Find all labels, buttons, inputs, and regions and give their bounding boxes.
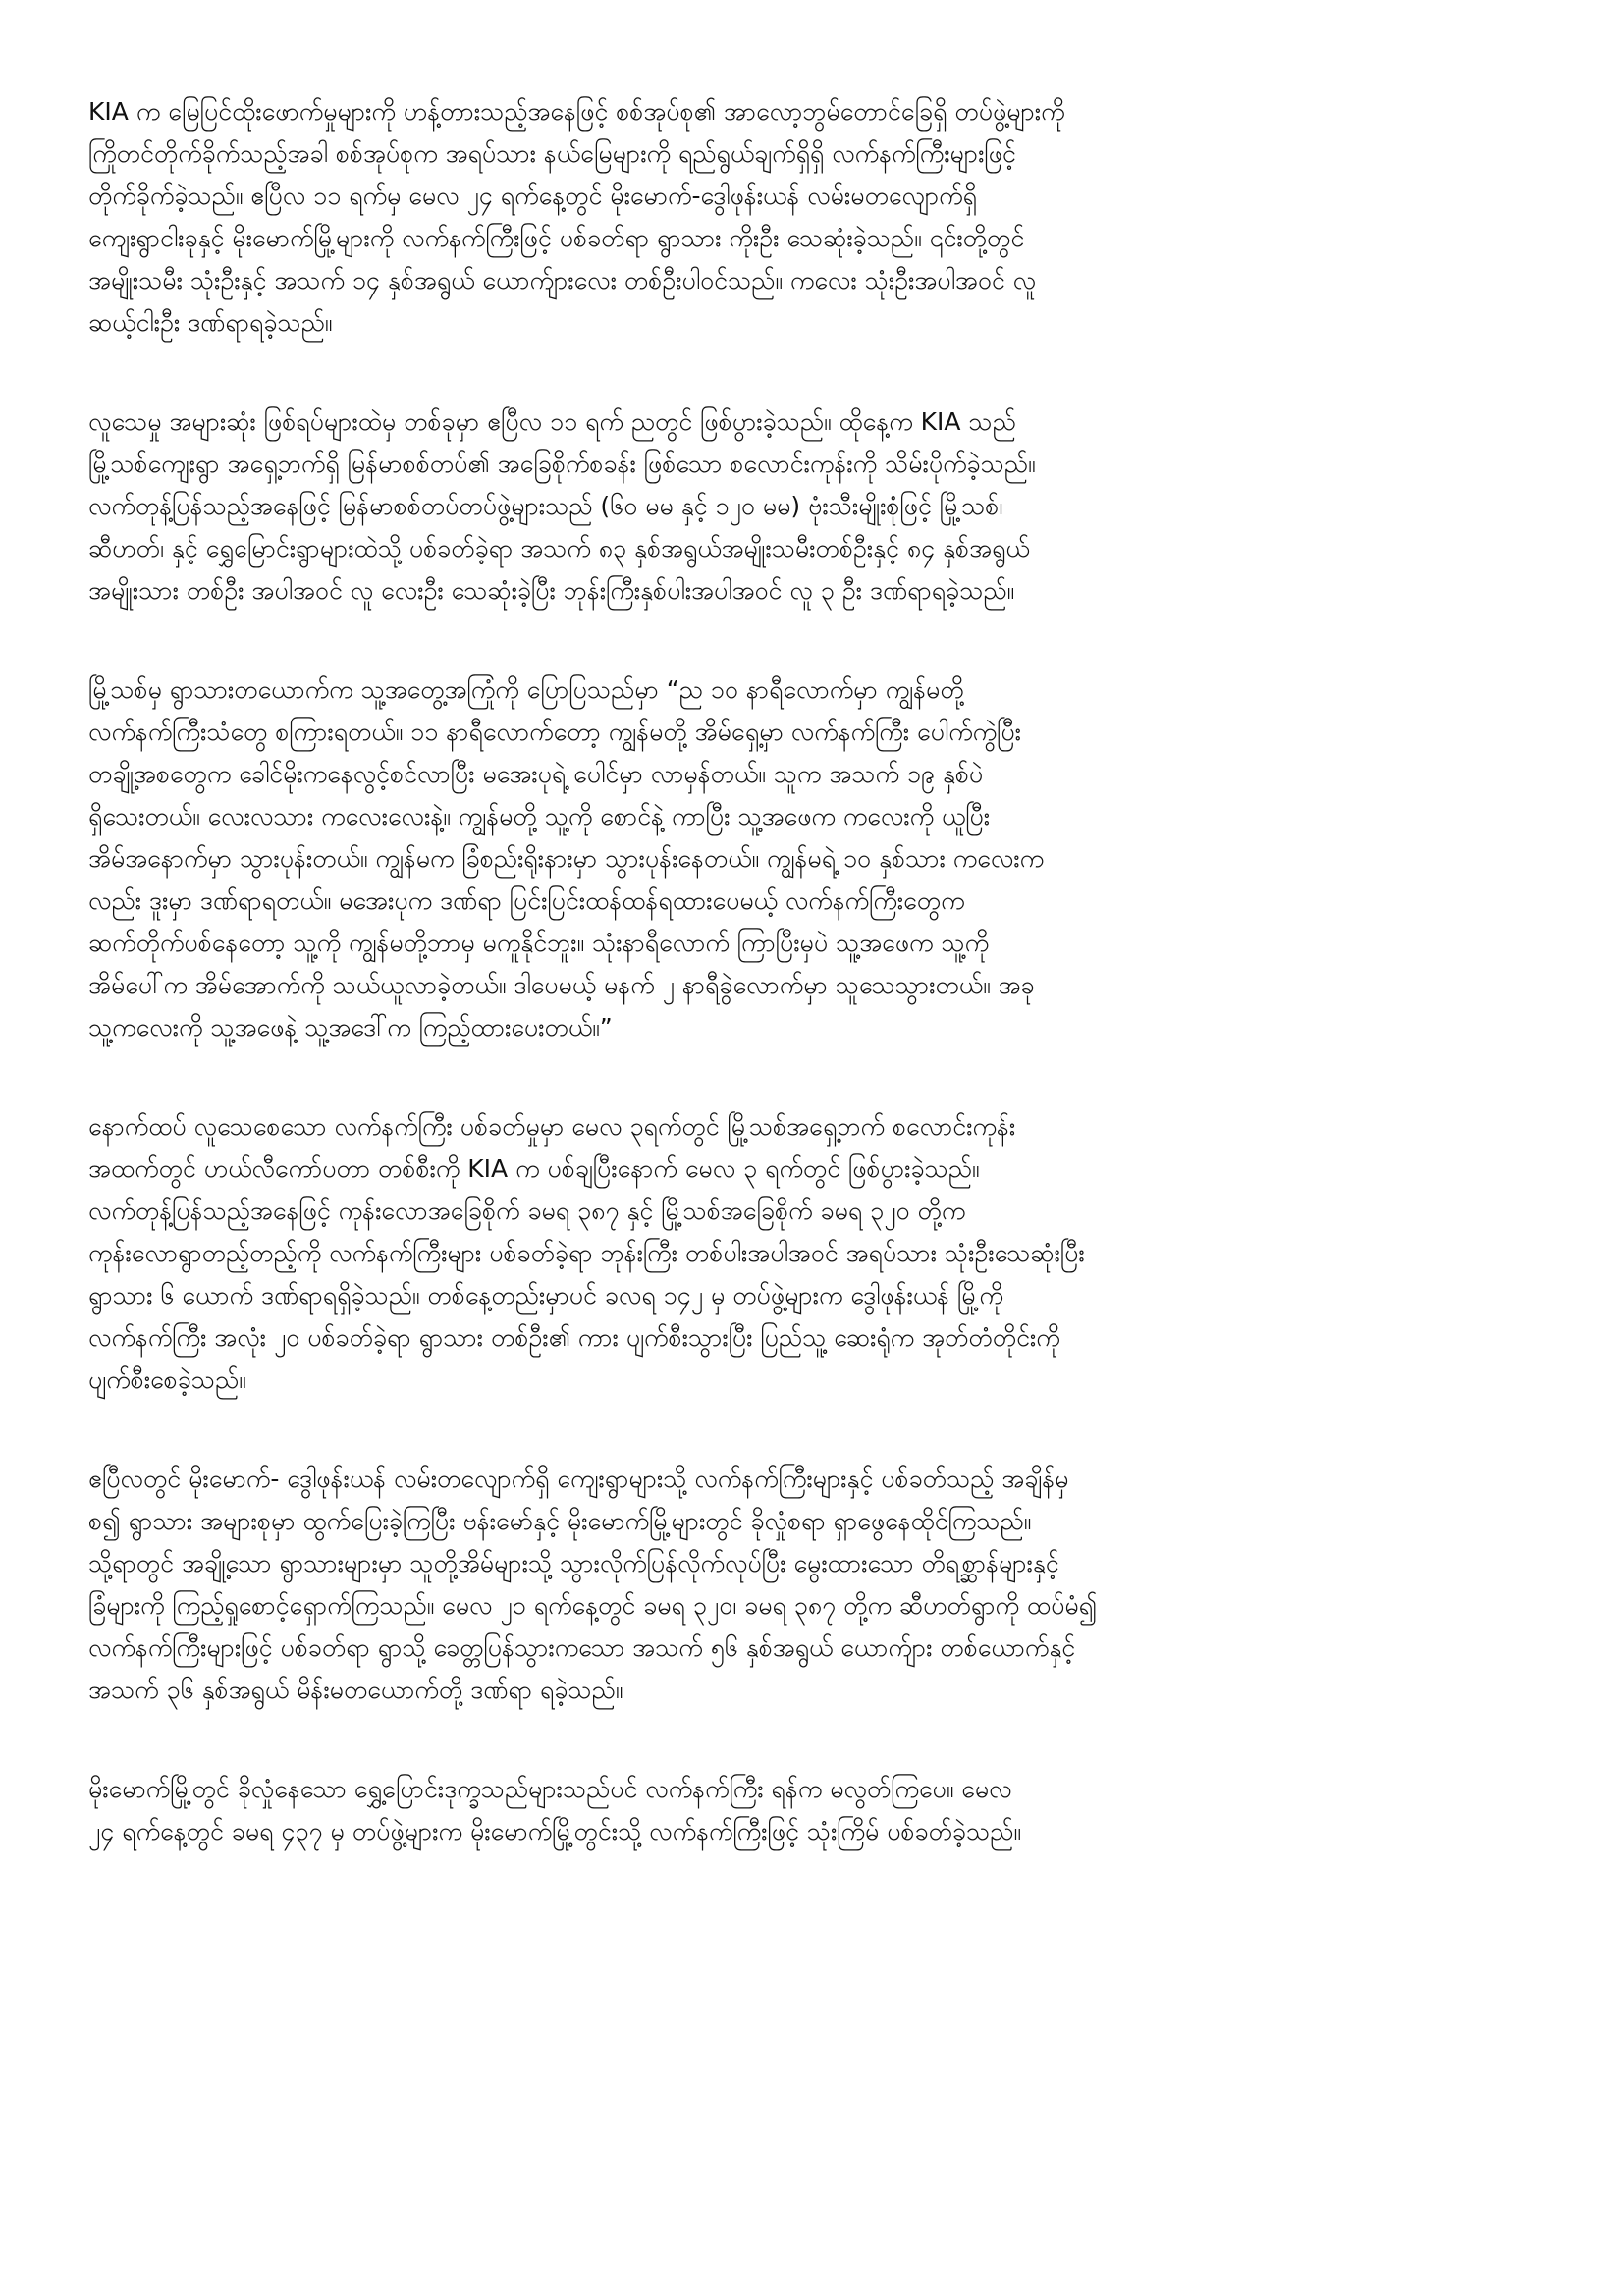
paragraph-1: KIA က မြေပြင်ထိုးဖောက်မှုများကို ဟန့်တားသည့်အနေဖြင့် စစ်အုပ်စု၏ အာလော့ဘွမ်တောင်ခြေရှိ တပ်ဖွဲ့များကို ကြိုတင်တိုက်ခိုက်သည့်အခါ စစ်အုပ်စုက အရပ်သား နယ်မြေများကို ရည်ရွယ်ချက်ရှိရှိ လက်နက်ကြီးများဖြင့် တိုက်ခိုက်ခဲ့သည်။ ဧပြီလ ၁၁ ရက်မှ မေလ ၂၄ ရက်နေ့တွင် မိုးမောက်-ဒွေါဖုန်းယန် လမ်းမတလျောက်ရှိ ကျေးရွာငါးခုနှင့် မိုးမောက်မြို့များကို လက်နက်ကြီးဖြင့် ပစ်ခတ်ရာ ရွာသား ကိုးဦး သေဆုံးခဲ့သည်။ ၎င်းတို့တွင် အမျိုးသမီး သုံးဦးနှင့် အသက် ၁၄ နှစ်အရွယ် ယောက်ျားလေး တစ်ဦးပါဝင်သည်။ ကလေး သုံးဦးအပါအဝင် လူ ဆယ့်ငါးဦး ဒဏ်ရာရခဲ့သည်။ <box>88 97 1065 337</box>
paragraph-5: ဧပြီလတွင် မိုးမောက်- ဒွေါဖုန်းယန် လမ်းတလျောက်ရှိ ကျေးရွာများသို့ လက်နက်ကြီးများနှင့် ပစ်ခတ်သည့် အချိန်မှ စ၍ ရွာသား အများစုမှာ ထွက်ပြေးခဲ့ကြပြီး ဗန်းမော်နှင့် မိုးမောက်မြို့များတွင် ခိုလှုံစရာ ရှာဖွေနေထိုင်ကြသည်။ သို့ရာတွင် အချို့သော ရွာသားများမှာ သူတို့အိမ်များသို့ သွားလိုက်ပြန်လိုက်လုပ်ပြီး မွေးထားသော တိရစ္ဆာန်များနှင့် ခြံများကို ကြည့်ရှုစောင့်ရှောက်ကြသည်။ မေလ ၂၁ ရက်နေ့တွင် ခမရ ၃၂၀၊ ခမရ ၃၈၇ တို့က ဆီဟတ်ရွာကို ထပ်မံ၍ လက်နက်ကြီးများဖြင့် ပစ်ခတ်ရာ ရွာသို့ ခေတ္တပြန်သွားကသော အသက် ၅၆ နှစ်အရွယ် ယောက်ျား တစ်ယောက်နှင့် အသက် ၃၆ နှစ်အရွယ် မိန်းမတယောက်တို့ ဒဏ်ရာ ရခဲ့သည်။ <box>88 1465 1098 1704</box>
document-body <box>88 90 1536 1852</box>
paragraph-3: မြို့သစ်မှ ရွာသားတယောက်က သူ့အတွေ့အကြုံကို ပြောပြသည်မှာ “ည ၁၀ နာရီလောက်မှာ ကျွန်မတို့ လက်နက်ကြီးသံတွေ စကြားရတယ်။ ၁၁ နာရီလောက်တော့ ကျွန်မတို့ အိမ်ရှေ့မှာ လက်နက်ကြီး ပေါက်ကွဲပြီး တချို့အစတွေက ခေါင်မိုးကနေလွင့်စင်လာပြီး မအေးပုရဲ့ ပေါင်မှာ လာမှန်တယ်။ သူက အသက် ၁၉ နှစ်ပဲ ရှိသေးတယ်။ လေးလသား ကလေးလေးနဲ့။ ကျွန်မတို့ သူ့ကို စောင်နဲ့ ကာပြီး သူ့အဖေက ကလေးကို ယူပြီး အိမ်အနောက်မှာ သွားပုန်းတယ်။ ကျွန်မက ခြံစည်းရိုးနားမှာ သွားပုန်းနေတယ်။ ကျွန်မရဲ့ ၁၀ နှစ်သား ကလေးက လည်း ဒူးမှာ ဒဏ်ရာရတယ်။ မအေးပုက ဒဏ်ရာ ပြင်းပြင်းထန်ထန်ရထားပေမယ့် လက်နက်ကြီးတွေက ဆက်တိုက်ပစ်နေတော့ သူ့ကို ကျွန်မတို့ဘာမှ မကူနိုင်ဘူး။ သုံးနာရီလောက် ကြာပြီးမှပဲ သူ့အဖေက သူ့ကို အိမ်ပေါ်က အိမ်အောက်ကို သယ်ယူလာခဲ့တယ်။ ဒါပေမယ့် မနက် ၂ နာရီခွဲလောက်မှာ သူသေသွားတယ်။ အခု သူ့ကလေးကို သူ့အဖေနဲ့ သူ့အဒေါ်က ကြည့်ထားပေးတယ်။” <box>88 675 1045 1041</box>
paragraph-4: နောက်ထပ် လူသေစေသော လက်နက်ကြီး ပစ်ခတ်မှုမှာ မေလ ၃ရက်တွင် မြို့သစ်အရှေ့ဘက် စလောင်းကုန်း အထက်တွင် ဟယ်လီကော်ပတာ တစ်စီးကို KIA က ပစ်ချပြီးနောက် မေလ ၃ ရက်တွင် ဖြစ်ပွားခဲ့သည်။ လက်တုန့်ပြန်သည့်အနေဖြင့် ကုန်းလောအခြေစိုက် ခမရ ၃၈၇ နှင့် မြို့သစ်အခြေစိုက် ခမရ ၃၂၀ တို့က ကုန်းလောရွာတည့်တည့်ကို လက်နက်ကြီးများ ပစ်ခတ်ခဲ့ရာ ဘုန်းကြီး တစ်ပါးအပါအဝင် အရပ်သား သုံးဦးသေဆုံးပြီး ရွာသား ၆ ယောက် ဒဏ်ရာရရှိခဲ့သည်။ တစ်နေ့တည်းမှာပင် ခလရ ၁၄၂ မှ တပ်ဖွဲ့များက ဒွေါဖုန်းယန် မြို့ကို လက်နက်ကြီး အလုံး ၂၀ ပစ်ခတ်ခဲ့ရာ ရွာသား တစ်ဦး၏ ကား ပျက်စီးသွားပြီး ပြည်သူ့ ဆေးရုံက အုတ်တံတိုင်းကို ပျက်စီးစေခဲ့သည်။ <box>88 1112 1085 1394</box>
paragraph-2: လူသေမှု အများဆုံး ဖြစ်ရပ်များထဲမှ တစ်ခုမှာ ဧပြီလ ၁၁ ရက် ညတွင် ဖြစ်ပွားခဲ့သည်။ ထိုနေ့က KIA သည် မြို့သစ်ကျေးရွာ အရှေ့ဘက်ရှိ မြန်မာစစ်တပ်၏ အခြေစိုက်စခန်း ဖြစ်သော စလောင်းကုန်းကို သိမ်းပိုက်ခဲ့သည်။ လက်တုန့်ပြန်သည့်အနေဖြင့် မြန်မာစစ်တပ်တပ်ဖွဲ့များသည် (၆၀ မမ နှင့် ၁၂၀ မမ) ဗုံးသီးမျိုးစုံဖြင့် မြို့သစ်၊ ဆီဟတ်၊ နှင့် ရွှေမြောင်းရွာများထဲသို့ ပစ်ခတ်ခဲ့ရာ အသက် ၈၃ နှစ်အရွယ်အမျိုးသမီးတစ်ဦးနှင့် ၈၄ နှစ်အရွယ် အမျိုးသား တစ်ဦး အပါအဝင် လူ လေးဦး သေဆုံးခဲ့ပြီး ဘုန်းကြီးနှစ်ပါးအပါအဝင် လူ ၃ ဦး ဒဏ်ရာရခဲ့သည်။ <box>88 407 1036 605</box>
paragraph-6: မိုးမောက်မြို့တွင် ခိုလှုံနေသော ရွှေ့ပြောင်းဒုက္ခသည်များသည်ပင် လက်နက်ကြီး ရန်က မလွတ်ကြပေ။ မေလ ၂၄ ရက်နေ့တွင် ခမရ ၄၃၇ မှ တပ်ဖွဲ့များက မိုးမောက်မြို့တွင်းသို့ လက်နက်ကြီးဖြင့် သုံးကြိမ် ပစ်ခတ်ခဲ့သည်။ <box>88 1775 1021 1845</box>
